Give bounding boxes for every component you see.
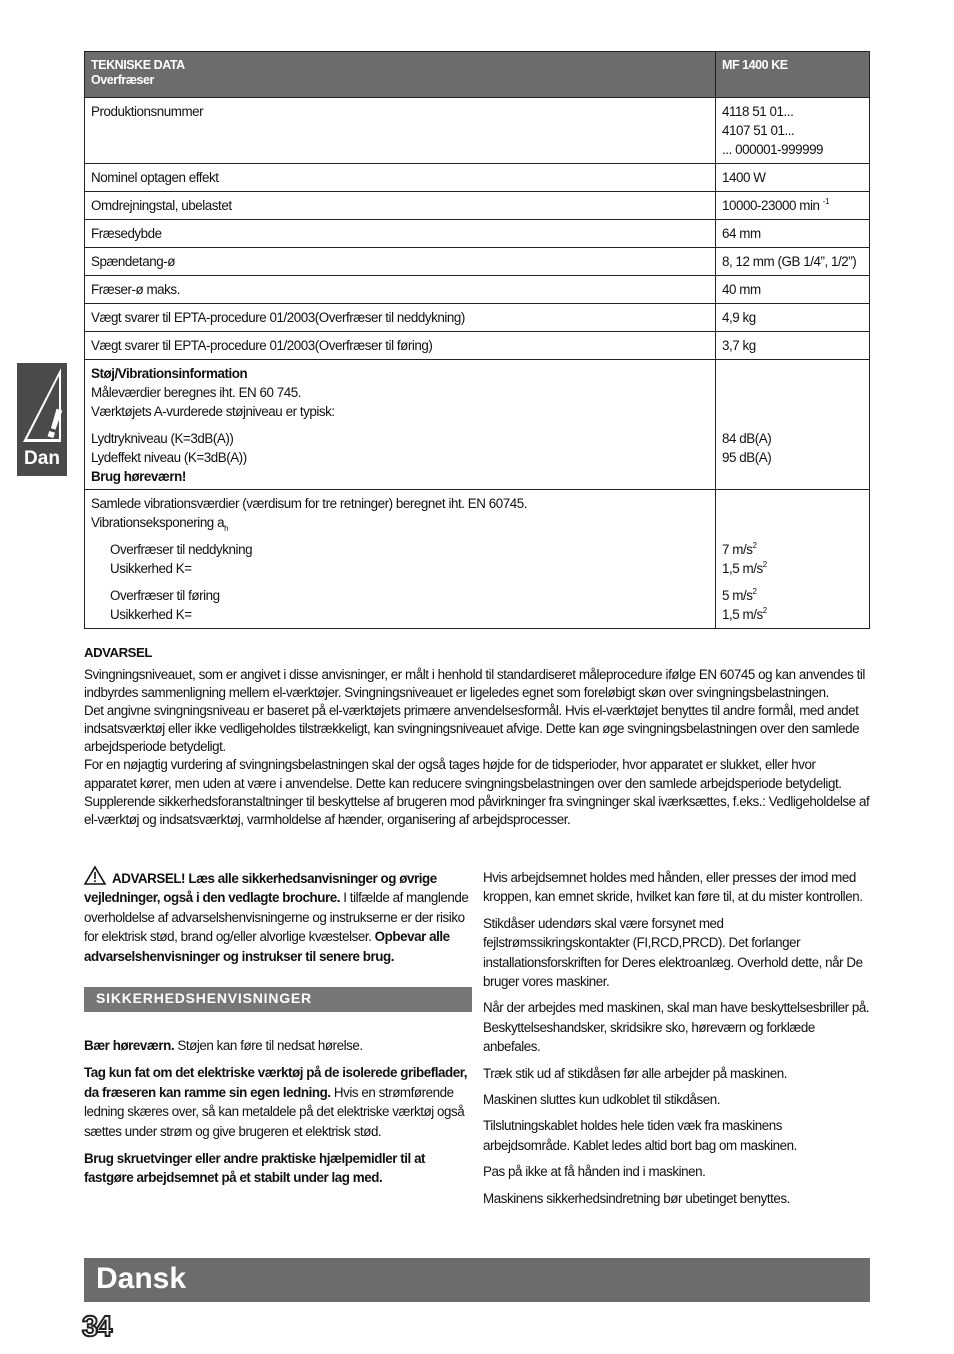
guide-uncertainty [722, 605, 863, 624]
warning-triangle-icon [84, 866, 106, 885]
clamp-paragraph [84, 1149, 472, 1188]
row-label: Fræsedybde [85, 220, 716, 248]
hearing-text: Støjen kan føre til nedsat hørelse. [174, 1038, 363, 1054]
noise-line2: Værktøjets A-vurderede støjniveau er typisk: [91, 404, 335, 419]
page-number: 34 [82, 1311, 111, 1343]
vibration-row [85, 490, 870, 629]
row-value: 64 mm [716, 220, 870, 248]
language-code: Dan [24, 448, 60, 469]
noise-label-cell [85, 360, 716, 490]
grip-paragraph [84, 1063, 472, 1141]
production-number-range: ... 000001-999999 [722, 142, 824, 157]
warning-icon [20, 366, 69, 448]
row-value [716, 98, 870, 164]
right-paragraph: Når der arbejdes med maskinen, skal man have beskyttelsesbriller på. Beskyttelseshandsker, skridsikre sko, høreværn og forklæde anbefales. [483, 1000, 870, 1055]
row-label: Produktionsnummer [85, 98, 716, 164]
safety-warning-keep: Opbevar alle advarselshenvisninger og instrukser til senere brug. [84, 929, 450, 964]
plunge-value-text: 7 m/s [722, 542, 753, 557]
plunge-uncertainty-text: 1,5 m/s [722, 561, 763, 576]
footer-language-title: Dansk [96, 1262, 187, 1295]
unit-exponent: 2 [762, 560, 767, 569]
noise-row [85, 360, 870, 490]
plunge-value [722, 540, 863, 559]
right-paragraph: Pas på ikke at få hånden ind i maskinen. [483, 1164, 706, 1180]
table-row [85, 164, 870, 192]
plunge-uncertainty [722, 559, 863, 578]
row-label: Spændetang-ø [85, 248, 716, 276]
table-row [85, 304, 870, 332]
table-header-title [85, 52, 716, 98]
row-label: Nominel optagen effekt [85, 164, 716, 192]
guide-router-label: Overfræser til føring [110, 588, 220, 603]
row-value: 3,7 kg [716, 332, 870, 360]
svg-text:!: ! [41, 398, 69, 448]
table-row [85, 98, 870, 164]
safety-warning-text: I tilfælde af manglende overholdelse af advarselshenvisningerne og instrukserne er der risiko for elektrisk stød, brand og/eller alvorlige kvæstelser. [84, 890, 469, 945]
vibration-subscript: h [224, 524, 229, 533]
table-row [85, 332, 870, 360]
uncertainty-label-2: Usikkerhed K= [110, 607, 192, 622]
noise-title: Støj/Vibrationsinformation [91, 366, 248, 381]
section-title-bar: SIKKERHEDSHENVISNINGER [84, 987, 472, 1012]
table-header-model: MF 1400 KE [716, 52, 870, 98]
guide-value [722, 586, 863, 605]
safety-warning-bold: ADVARSEL! Læs alle sikkerhedsanvisninger og øvrige vejledninger, også i den vedlagte brochure. [84, 871, 437, 906]
warning-paragraph-2: Det angivne svingningsniveau er baseret på el-værktøjets primære anvendelsesformål. Hvis el-værktøjet benyttes til andre formål, med andet indsatsværktøj eller ikke vedligeholdes tilstrækkeligt, kan svingningsniveauet afvige. Dette kan øge svingningsbelastningen over den samlede arbejdsperiode betydeligt. [84, 703, 860, 755]
row-label: Fræser-ø maks. [85, 276, 716, 304]
vibration-line1: Samlede vibrationsværdier (værdisum for tre retninger) beregnet iht. EN 60745. [91, 496, 528, 511]
warning-heading: ADVARSEL [84, 645, 152, 660]
grip-bold: Tag kun fat om det elektriske værktøj på de isolerede gribeflader, da fræseren kan ramme sin egen ledning. [84, 1065, 468, 1100]
right-paragraph: Træk stik ud af stikdåsen før alle arbejder på maskinen. [483, 1065, 788, 1081]
row-label: Vægt svarer til EPTA-procedure 01/2003(Overfræser til neddykning) [85, 304, 716, 332]
footer-language-bar [84, 1258, 870, 1302]
production-number-1: 4118 51 01... [722, 104, 794, 119]
warning-paragraph-1: Svingningsniveauet, som er angivet i disse anvisninger, er målt i henhold til standardiseret måleprocedure ifølge EN 60745 og kan anvendes til indbyrdes sammenligning mellem el-værktøjer. Svingningsniveauet er ligeledes egnet som foreløbigt skøn over svingningsbelastningen. [84, 667, 865, 701]
sound-power-label: Lydeffekt niveau (K=3dB(A)) [91, 450, 247, 465]
unit-exponent: 2 [752, 587, 757, 596]
right-paragraph: Maskinens sikkerhedsindretning bør ubetinget benyttes. [483, 1190, 790, 1206]
safety-warning-paragraph [84, 866, 472, 966]
plunge-router-label: Overfræser til neddykning [110, 542, 253, 557]
table-row [85, 276, 870, 304]
table-row [85, 192, 870, 220]
table-title: TEKNISKE DATA [91, 58, 185, 72]
clamp-bold: Brug skruetvinger eller andre praktiske hjælpemidler til at fastgøre arbejdsemnet på et stabilt under lag med. [84, 1151, 426, 1186]
vibration-line2 [91, 513, 709, 532]
vibration-warning-block [84, 645, 870, 829]
row-label: Vægt svarer til EPTA-procedure 01/2003(Overfræser til føring) [85, 332, 716, 360]
noise-value-cell [716, 360, 870, 490]
row-value: 40 mm [716, 276, 870, 304]
warning-paragraph-3: For en nøjagtig vurdering af svingningsbelastningen skal der også tages højde for de tidsperioder, hvor apparatet er slukket, eller hvor apparatet kører, men uden at være i anvendelse. Dette kan reducere svingningsbelastningen over den samlede arbejdsperiode betydeligt. [84, 757, 842, 791]
sound-power-value: 95 dB(A) [722, 450, 772, 465]
speed-unit-exponent: -1 [822, 197, 829, 206]
table-row [85, 220, 870, 248]
row-label: Omdrejningstal, ubelastet [85, 192, 716, 220]
row-value: 1400 W [716, 164, 870, 192]
unit-exponent: 2 [762, 606, 767, 615]
speed-value: 10000-23000 min [722, 198, 820, 213]
guide-value-text: 5 m/s [722, 588, 753, 603]
hearing-bold: Bær høreværn. [84, 1038, 175, 1054]
warning-paragraph-4: Supplerende sikkerhedsforanstaltninger til beskyttelse af brugeren mod påvirkninger fra svingninger skal iværksættes, f.eks.: Vedligeholdelse af el-værktøj og indsatsværktøj, varmholdelse af hænder, organisering af arbejdsprocesser. [84, 793, 870, 827]
technical-data-table [84, 51, 870, 629]
language-side-tab [17, 363, 67, 476]
right-paragraph: Hvis arbejdsemnet holdes med hånden, eller presses der imod med kroppen, kan emnet skride, hvilket kan føre til, at du mister kontrollen. [483, 870, 863, 905]
row-value [716, 192, 870, 220]
vibration-label-cell [85, 490, 716, 629]
hearing-protection-note: Brug høreværn! [91, 469, 186, 484]
vibration-exposure-label: Vibrationseksponering a [91, 515, 225, 530]
right-paragraph: Tilslutningskablet holdes hele tiden væk fra maskinens arbejdsområde. Kablet ledes altid bort bag om maskinen. [483, 1118, 797, 1153]
table-header-row [85, 52, 870, 98]
table-row [85, 248, 870, 276]
sound-pressure-value: 84 dB(A) [722, 431, 772, 446]
vibration-value-cell [716, 490, 870, 629]
row-value: 4,9 kg [716, 304, 870, 332]
right-paragraph: Maskinen sluttes kun udkoblet til stikdåsen. [483, 1092, 720, 1108]
guide-uncertainty-text: 1,5 m/s [722, 607, 763, 622]
grip-text: Hvis en strømførende ledning skæres over, så kan metaldele på det elektriske værktøj også sættes under strøm og give brugeren et elektrisk stød. [84, 1084, 465, 1139]
production-number-2: 4107 51 01... [722, 123, 795, 138]
uncertainty-label: Usikkerhed K= [110, 561, 192, 576]
table-subtitle: Overfræser [91, 73, 154, 87]
right-paragraph: Stikdåser udendørs skal være forsynet med fejlstrømssikringskontakter (FI,RCD,PRCD). Det forlanger installationsforskriften for Deres elektroanlæg. Overhold dette, når De bruger vores maskiner. [483, 915, 863, 990]
sound-pressure-label: Lydtrykniveau (K=3dB(A)) [91, 431, 234, 446]
unit-exponent: 2 [752, 541, 757, 550]
hearing-paragraph [84, 1036, 472, 1055]
right-column [483, 868, 870, 1215]
noise-line1: Måleværdier beregnes iht. EN 60 745. [91, 385, 302, 400]
row-value: 8, 12 mm (GB 1/4”, 1/2”) [716, 248, 870, 276]
left-column [84, 866, 472, 1196]
